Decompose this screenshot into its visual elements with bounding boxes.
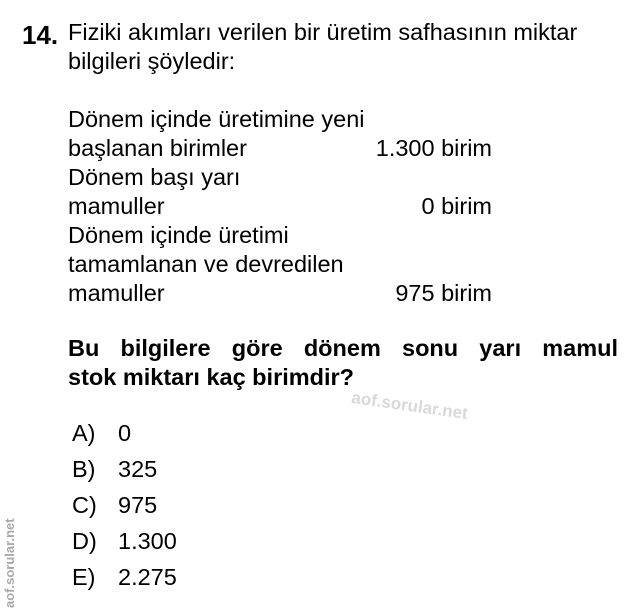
option-letter: E) [72, 564, 96, 590]
option-text: 975 [118, 492, 158, 518]
stem-line: Fiziki akımları verilen bir üretim safhasının miktar [68, 19, 578, 45]
data-row [68, 105, 492, 134]
data-row [68, 163, 492, 192]
data-label: tamamlanan ve devredilen [68, 251, 344, 277]
data-row [68, 221, 492, 250]
option-letter: B) [72, 456, 96, 482]
option-text: 1.300 [118, 528, 177, 554]
data-row [68, 192, 492, 221]
option-letter: A) [72, 420, 96, 446]
data-table [68, 105, 492, 308]
watermark-center: aof.sorular.net [350, 388, 470, 424]
data-label: başlanan birimler [68, 135, 247, 161]
data-label: mamuller [68, 280, 165, 306]
data-row [68, 250, 492, 279]
option-text: 0 [118, 420, 132, 446]
prompt-line: Bu bilgilere göre dönem sonu yarı mamul [68, 335, 618, 361]
option-text: 325 [118, 456, 158, 482]
watermark-side: aof.sorular.net [2, 518, 17, 608]
data-value: 1.300 birim [375, 135, 492, 161]
data-label: Dönem içinde üretimi [68, 222, 289, 248]
stem-line: bilgileri şöyledir: [68, 48, 236, 74]
data-value: 0 birim [421, 193, 492, 219]
question-prompt [68, 334, 618, 392]
question-number: 14. [22, 20, 59, 50]
option-letter: C) [72, 492, 97, 518]
data-label: Dönem içinde üretimine yeni [68, 106, 365, 132]
data-value: 975 birim [395, 280, 492, 306]
option-letter: D) [72, 528, 97, 554]
prompt-line: stok miktarı kaç birimdir? [68, 364, 355, 390]
data-label: Dönem başı yarı [68, 164, 241, 190]
data-row [68, 279, 492, 308]
data-row [68, 134, 492, 163]
question-stem [68, 18, 628, 76]
option-text: 2.275 [118, 564, 177, 590]
data-label: mamuller [68, 193, 165, 219]
